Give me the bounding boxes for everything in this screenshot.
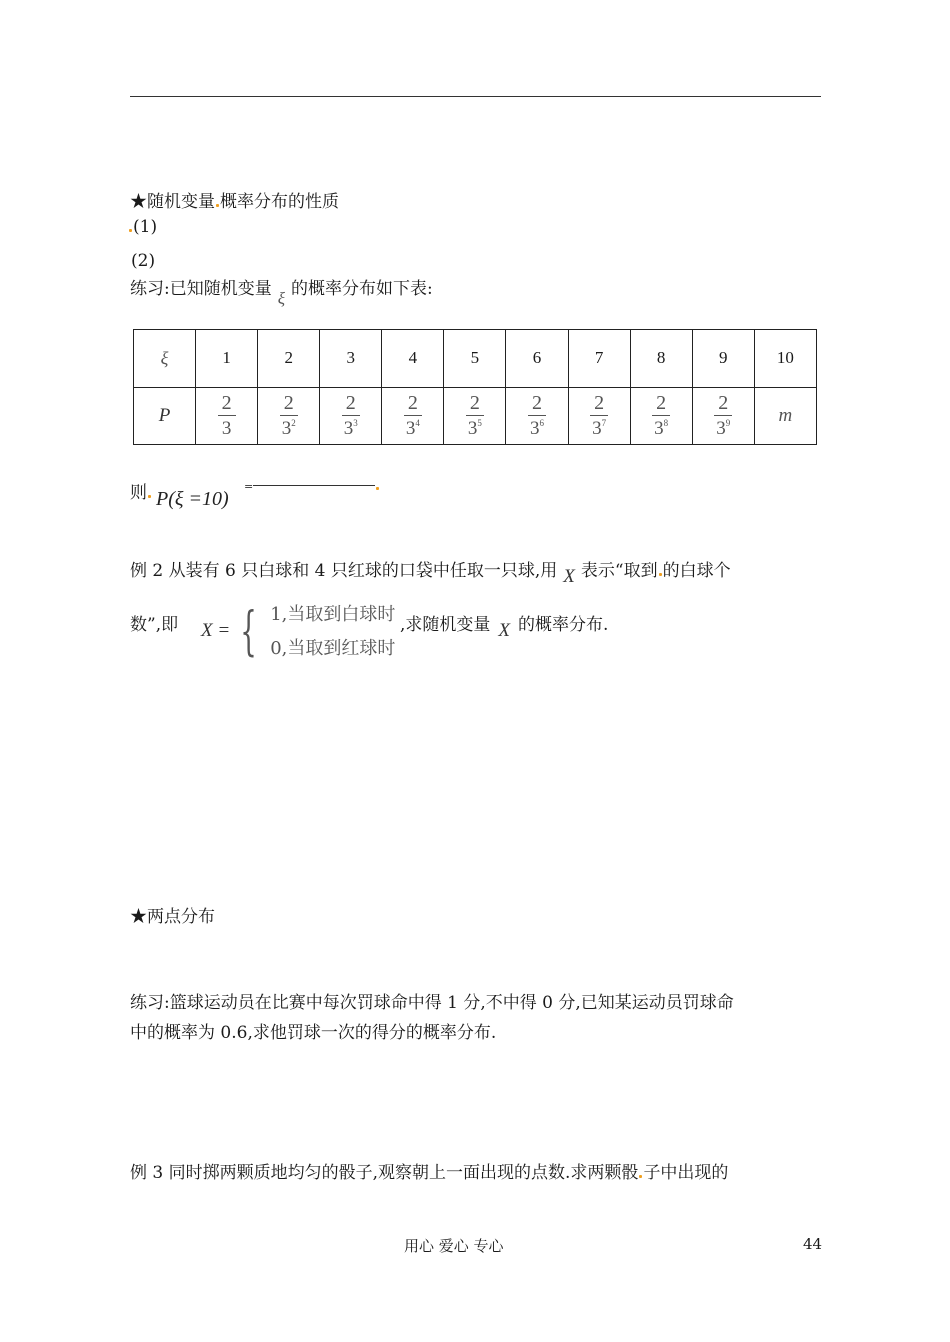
table-cell: 1 <box>196 330 258 388</box>
fraction: $\frac{2}{3^3}$ <box>343 392 358 440</box>
case-red: 0,当取到红球时 <box>270 638 396 659</box>
edit-mark <box>216 204 219 207</box>
x-equals-text: X = <box>201 620 231 641</box>
table-cell: 5 <box>444 330 506 388</box>
var-x-2: X <box>498 620 511 641</box>
example-2-text-c: 的白球个 <box>662 561 731 581</box>
exercise-2-text-a: 练习:篮球运动员在比赛中每次罚球命中得 1 分,不中得 0 分,已知某运动员罚球命 <box>130 993 734 1013</box>
example-2-line-1 <box>130 560 731 587</box>
answer-blank <box>244 480 380 493</box>
item-2-label: (2) <box>131 251 156 271</box>
edit-mark <box>639 1175 642 1178</box>
example-2-text-f: 的概率分布. <box>518 615 609 635</box>
fraction: $\frac{2}{3^9}$ <box>716 392 731 440</box>
exercise-1-text <box>130 278 433 308</box>
piecewise-cases <box>270 598 395 666</box>
edit-mark <box>129 229 132 232</box>
then-label: 则 <box>130 483 147 503</box>
expression-text: P(ξ =10) <box>156 488 229 510</box>
distribution-table <box>133 329 817 445</box>
case-white: 1,当取到白球时 <box>270 604 396 625</box>
fraction: $\frac{2}{3}$ <box>218 393 236 438</box>
table-cell <box>444 387 506 445</box>
probability-expression <box>156 488 229 511</box>
heading-two-point-distribution <box>130 906 215 928</box>
fraction: $\frac{2}{3^6}$ <box>530 392 544 440</box>
table-cell: 10 <box>754 330 816 388</box>
heading-random-variable-properties <box>130 191 339 213</box>
piecewise-definition <box>232 598 395 666</box>
edit-mark <box>148 495 151 498</box>
exercise-2-line-1 <box>130 992 734 1014</box>
table-cell <box>630 387 692 445</box>
fraction: $\frac{2}{3^5}$ <box>467 392 482 440</box>
exercise-1-suffix: 的概率分布如下表: <box>291 279 433 299</box>
page-number-text: 44 <box>803 1235 823 1253</box>
example-3-line-1 <box>130 1162 728 1184</box>
heading-text-a: ★随机变量 <box>130 192 215 212</box>
left-brace-icon: { <box>240 602 257 662</box>
heading-text-b: 概率分布的性质 <box>220 192 339 212</box>
blank-line <box>253 485 375 486</box>
exercise-2-text-b: 中的概率为 0.6,求他罚球一次的得分的概率分布. <box>130 1023 497 1043</box>
table-cell <box>568 387 630 445</box>
example-2-text-a: 例 2 从装有 6 只白球和 4 只红球的口袋中任取一只球,用 <box>130 561 558 581</box>
example-2-text-b: 表示“取到 <box>580 561 658 581</box>
item-2 <box>131 250 155 272</box>
item-1 <box>128 216 157 238</box>
table-cell-label: ξ <box>134 330 196 388</box>
heading-2-text: ★两点分布 <box>130 907 215 927</box>
table-cell: 6 <box>506 330 568 388</box>
then-line <box>130 482 152 504</box>
footer-motto-text: 用心 爱心 专心 <box>404 1237 504 1255</box>
example-2-text-e: ,求随机变量 <box>400 615 491 635</box>
table-cell: 3 <box>320 330 382 388</box>
table-cell <box>320 387 382 445</box>
fraction: $\frac{2}{3^8}$ <box>654 392 669 440</box>
example-2-text-d: 数”,即 <box>130 615 179 635</box>
fraction: $\frac{2}{3^7}$ <box>592 392 607 440</box>
equals-sign: = <box>244 480 254 493</box>
edit-mark <box>376 487 379 490</box>
table-row-values <box>134 330 817 388</box>
edit-mark <box>659 573 662 576</box>
table-cell-label: P <box>134 387 196 445</box>
table-cell: 4 <box>382 330 444 388</box>
table-cell: 9 <box>692 330 754 388</box>
table-cell: 8 <box>630 330 692 388</box>
example-2-line-2-end <box>400 614 609 641</box>
fraction: $\frac{2}{3^4}$ <box>405 392 420 440</box>
xi-symbol: ξ <box>277 289 286 308</box>
exercise-2-line-2 <box>130 1022 496 1044</box>
table-cell: 2 <box>258 330 320 388</box>
footer-motto <box>404 1235 504 1256</box>
header-rule <box>130 96 821 97</box>
table-cell: 7 <box>568 330 630 388</box>
exercise-1-prefix: 练习:已知随机变量 <box>130 279 272 299</box>
table-cell <box>382 387 444 445</box>
item-1-label: (1) <box>133 217 158 237</box>
table-cell: m <box>754 387 816 445</box>
var-x: X <box>563 566 575 587</box>
fraction: $\frac{2}{3^2}$ <box>281 392 296 440</box>
example-2-line-2-start <box>130 614 178 636</box>
table-cell <box>692 387 754 445</box>
x-equals <box>201 620 230 642</box>
example-3-text-a: 例 3 同时掷两颗质地均匀的骰子,观察朝上一面出现的点数.求两颗骰 <box>130 1163 639 1183</box>
table-cell <box>196 387 258 445</box>
table-cell <box>506 387 568 445</box>
page-number <box>803 1235 822 1253</box>
example-3-text-b: 子中出现的 <box>643 1163 729 1183</box>
table-cell <box>258 387 320 445</box>
table-row-probabilities <box>134 387 817 445</box>
